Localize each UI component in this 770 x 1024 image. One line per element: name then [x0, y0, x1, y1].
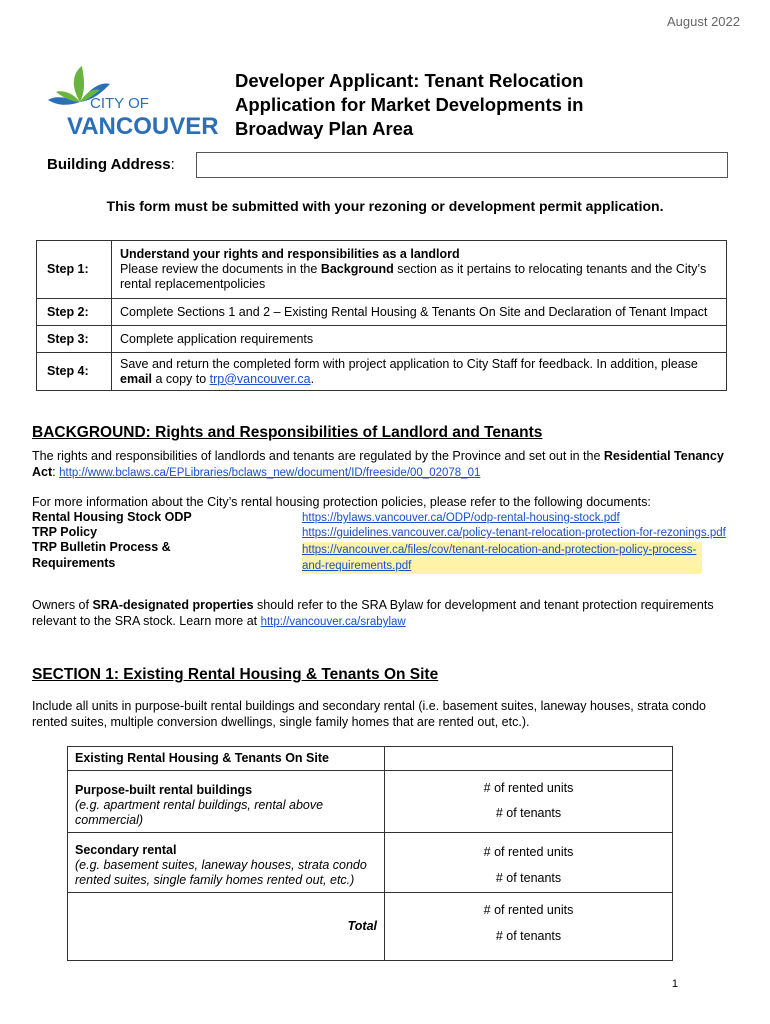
- row-description: Secondary rental (e.g. basement suites, laneway houses, strata condo rented suites, single family homes rented out, etc.): [68, 833, 385, 893]
- page-number: 1: [671, 978, 678, 990]
- email-link[interactable]: trp@vancouver.ca: [209, 371, 311, 386]
- step-label: Step 1:: [37, 241, 112, 299]
- rental-housing-stock-odp-link[interactable]: https://bylaws.vancouver.ca/ODP/odp-rental-housing-stock.pdf: [302, 512, 620, 524]
- section-1-heading: SECTION 1: Existing Rental Housing & Tenants On Site: [32, 666, 439, 683]
- table-row: [37, 353, 727, 391]
- background-paragraph-1: The rights and responsibilities of landlords and tenants are regulated by the Province and set out in the Residential Tenancy Act: http://www.bclaws.ca/EPLibraries/bclaws_new/document/ID/freeside/00_02078_01: [32, 449, 724, 479]
- background-heading: BACKGROUND: Rights and Responsibilities of Landlord and Tenants: [32, 424, 543, 441]
- row-counts[interactable]: # of rented units # of tenants: [385, 771, 673, 833]
- row-counts[interactable]: # of rented units # of tenants: [385, 893, 673, 961]
- table-row: [37, 241, 727, 299]
- step-text: Understand your rights and responsibilities as a landlord Please review the documents in the Background section as it pertains to relocating tenants and the City’s rental replacementpolicies: [112, 241, 727, 299]
- step-text: Save and return the completed form with project application to City Staff for feedback. In addition, please email a copy to trp@vancouver.ca.: [112, 353, 727, 391]
- submission-notice: This form must be submitted with your rezoning or development permit application.: [106, 198, 664, 214]
- logo-text-vancouver: VANCOUVER: [67, 113, 219, 140]
- step-label: Step 4:: [37, 353, 112, 391]
- sra-bylaw-link[interactable]: http://vancouver.ca/srabylaw: [260, 616, 406, 628]
- existing-rental-table: [67, 746, 673, 961]
- table-row: [68, 893, 673, 961]
- table-row: [37, 326, 727, 353]
- building-address-input[interactable]: [196, 152, 728, 178]
- step-text: Complete application requirements: [112, 326, 727, 353]
- doc-name: TRP Policy: [32, 525, 98, 539]
- background-paragraph-2: For more information about the City’s rental housing protection policies, please refer to the following documents:: [32, 495, 651, 509]
- step-label: Step 2:: [37, 299, 112, 326]
- trp-policy-link[interactable]: https://guidelines.vancouver.ca/policy-tenant-relocation-protection-for-rezonings.pdf: [302, 527, 726, 539]
- table-row: [68, 833, 673, 893]
- doc-name: Rental Housing Stock ODP: [32, 510, 192, 524]
- building-address-label: Building Address:: [47, 156, 175, 173]
- section-1-intro: Include all units in purpose-built rental buildings and secondary rental (i.e. basement suites, laneway houses, strata condo rented suites, multiple conversion dwellings, single family homes that are rented out, etc.).: [32, 699, 707, 729]
- background-paragraph-3: Owners of SRA-designated properties should refer to the SRA Bylaw for development and tenant protection requirements relevant to the SRA stock. Learn more at http://vancouver.ca/srabylaw: [32, 598, 714, 628]
- document-title: Developer Applicant: Tenant Relocation Application for Market Developments in Broadway Plan Area: [235, 70, 584, 139]
- logo-text-city: CITY OF: [90, 95, 149, 112]
- table-row: [68, 747, 673, 771]
- city-of-vancouver-logo: [40, 62, 220, 142]
- steps-table: [36, 240, 727, 391]
- residential-tenancy-act-link[interactable]: http://www.bclaws.ca/EPLibraries/bclaws_new/document/ID/freeside/00_02078_01: [59, 467, 481, 479]
- table-header: Existing Rental Housing & Tenants On Site: [68, 747, 385, 771]
- total-label: Total: [68, 893, 385, 961]
- trp-bulletin-link[interactable]: https://vancouver.ca/files/cov/tenant-relocation-and-protection-policy-process-and-requirements.pdf: [302, 542, 702, 574]
- row-counts[interactable]: # of rented units # of tenants: [385, 833, 673, 893]
- step-label: Step 3:: [37, 326, 112, 353]
- doc-name: TRP Bulletin Process & Requirements: [32, 540, 171, 570]
- document-date: August 2022: [666, 14, 740, 29]
- table-row: [68, 771, 673, 833]
- row-description: Purpose-built rental buildings (e.g. apartment rental buildings, rental above commercial): [68, 771, 385, 833]
- table-row: [37, 299, 727, 326]
- step-text: Complete Sections 1 and 2 – Existing Rental Housing & Tenants On Site and Declaration of Tenant Impact: [112, 299, 727, 326]
- table-header-blank: [385, 747, 673, 771]
